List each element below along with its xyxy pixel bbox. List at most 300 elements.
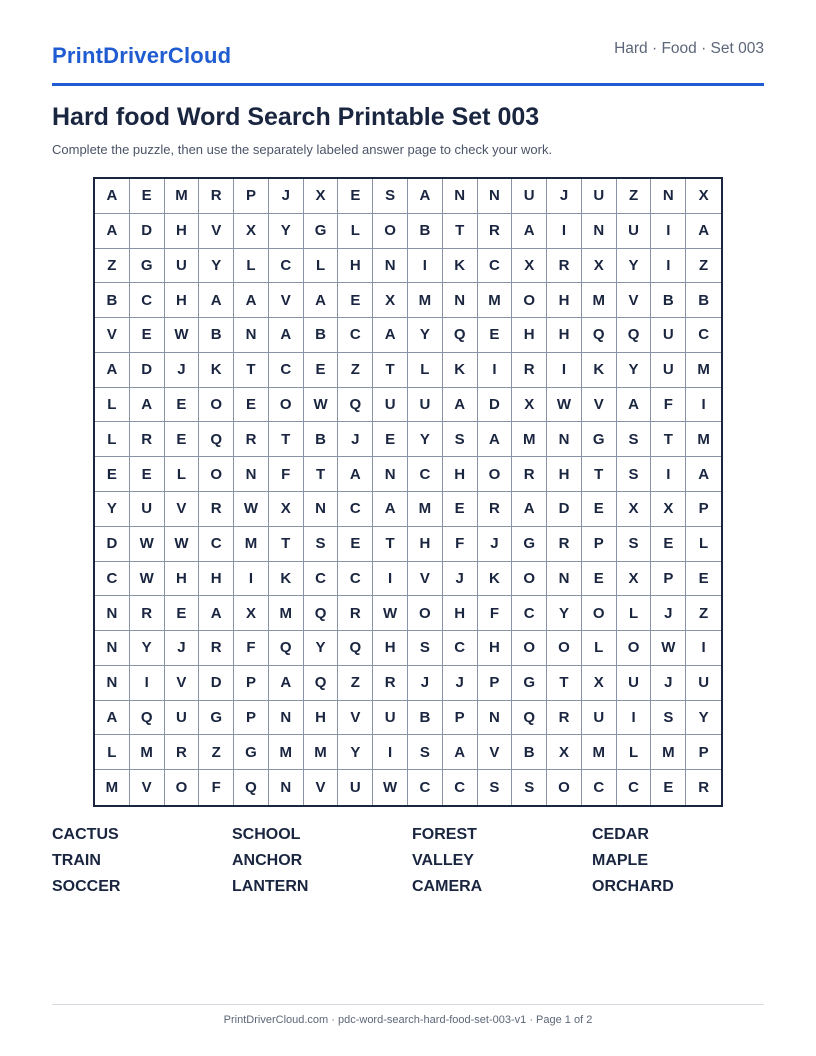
grid-cell: V xyxy=(582,388,617,423)
grid-cell: B xyxy=(408,214,443,249)
grid-cell: C xyxy=(269,353,304,388)
grid-cell: M xyxy=(304,735,339,770)
grid-cell: R xyxy=(478,214,513,249)
grid-cell: I xyxy=(686,631,721,666)
grid-cell: M xyxy=(408,492,443,527)
grid-cell: J xyxy=(165,631,200,666)
grid-cell: V xyxy=(95,318,130,353)
grid-cell: S xyxy=(408,631,443,666)
page-title: Hard food Word Search Printable Set 003 xyxy=(52,103,540,131)
grid-cell: C xyxy=(686,318,721,353)
grid-cell: Y xyxy=(408,318,443,353)
grid-cell: G xyxy=(304,214,339,249)
grid-cell: X xyxy=(686,179,721,214)
grid-cell: W xyxy=(373,770,408,805)
grid-cell: M xyxy=(95,770,130,805)
grid-cell: H xyxy=(199,562,234,597)
grid-cell: B xyxy=(95,283,130,318)
grid-cell: J xyxy=(547,179,582,214)
grid-cell: C xyxy=(269,249,304,284)
grid-cell: T xyxy=(547,666,582,701)
grid-cell: M xyxy=(651,735,686,770)
grid-cell: B xyxy=(512,735,547,770)
grid-cell: M xyxy=(582,283,617,318)
grid-cell: A xyxy=(617,388,652,423)
grid-cell: Y xyxy=(408,422,443,457)
grid-cell: U xyxy=(582,179,617,214)
grid-cell: T xyxy=(269,527,304,562)
grid-cell: L xyxy=(95,422,130,457)
grid-cell: W xyxy=(304,388,339,423)
grid-cell: H xyxy=(373,631,408,666)
grid-cell: Q xyxy=(234,770,269,805)
grid-cell: Q xyxy=(617,318,652,353)
grid-cell: X xyxy=(512,388,547,423)
grid-cell: O xyxy=(547,770,582,805)
grid-cell: S xyxy=(617,457,652,492)
grid-cell: Y xyxy=(547,596,582,631)
grid-cell: S xyxy=(443,422,478,457)
grid-cell: Y xyxy=(617,249,652,284)
grid-cell: C xyxy=(95,562,130,597)
grid-cell: N xyxy=(95,666,130,701)
grid-cell: E xyxy=(234,388,269,423)
grid-cell: C xyxy=(408,457,443,492)
grid-cell: M xyxy=(269,596,304,631)
grid-cell: I xyxy=(130,666,165,701)
grid-cell: I xyxy=(651,249,686,284)
grid-cell: U xyxy=(617,666,652,701)
grid-cell: A xyxy=(95,353,130,388)
grid-cell: N xyxy=(443,179,478,214)
grid-cell: C xyxy=(408,770,443,805)
grid-cell: O xyxy=(512,562,547,597)
grid-cell: L xyxy=(686,527,721,562)
grid-cell: U xyxy=(165,701,200,736)
grid-cell: R xyxy=(512,353,547,388)
grid-cell: P xyxy=(686,735,721,770)
word-list-item: CAMERA xyxy=(412,878,483,895)
breadcrumb: Hard · Food · Set 003 xyxy=(614,40,764,57)
grid-cell: W xyxy=(165,318,200,353)
grid-cell: O xyxy=(269,388,304,423)
brand-logo[interactable]: PrintDriverCloud xyxy=(52,43,232,68)
grid-cell: M xyxy=(269,735,304,770)
grid-cell: R xyxy=(547,527,582,562)
grid-cell: U xyxy=(165,249,200,284)
grid-cell: G xyxy=(512,527,547,562)
grid-cell: S xyxy=(651,701,686,736)
grid-cell: E xyxy=(582,562,617,597)
grid-cell: U xyxy=(617,214,652,249)
grid-cell: Z xyxy=(199,735,234,770)
grid-cell: I xyxy=(617,701,652,736)
word-list-item: CEDAR xyxy=(592,826,649,843)
grid-cell: L xyxy=(304,249,339,284)
grid-cell: V xyxy=(130,770,165,805)
grid-cell: E xyxy=(443,492,478,527)
grid-cell: N xyxy=(269,701,304,736)
grid-cell: Z xyxy=(617,179,652,214)
grid-cell: X xyxy=(234,596,269,631)
grid-cell: U xyxy=(651,353,686,388)
grid-cell: R xyxy=(130,596,165,631)
grid-cell: M xyxy=(686,422,721,457)
grid-cell: R xyxy=(199,631,234,666)
grid-cell: A xyxy=(234,283,269,318)
grid-cell: X xyxy=(651,492,686,527)
grid-cell: I xyxy=(547,214,582,249)
grid-cell: C xyxy=(478,249,513,284)
grid-cell: P xyxy=(234,666,269,701)
grid-cell: Q xyxy=(199,422,234,457)
grid-cell: U xyxy=(130,492,165,527)
grid-cell: N xyxy=(443,283,478,318)
grid-cell: H xyxy=(547,283,582,318)
grid-cell: X xyxy=(617,492,652,527)
grid-cell: P xyxy=(478,666,513,701)
grid-cell: J xyxy=(269,179,304,214)
grid-cell: O xyxy=(617,631,652,666)
grid-cell: S xyxy=(617,422,652,457)
grid-cell: M xyxy=(165,179,200,214)
grid-cell: J xyxy=(408,666,443,701)
grid-cell: W xyxy=(373,596,408,631)
grid-cell: U xyxy=(373,388,408,423)
grid-cell: J xyxy=(443,666,478,701)
grid-cell: V xyxy=(617,283,652,318)
grid-cell: H xyxy=(443,457,478,492)
grid-cell: C xyxy=(338,492,373,527)
grid-cell: X xyxy=(234,214,269,249)
grid-cell: E xyxy=(338,527,373,562)
grid-cell: E xyxy=(651,527,686,562)
grid-cell: Y xyxy=(199,249,234,284)
grid-cell: L xyxy=(617,596,652,631)
grid-cell: Q xyxy=(269,631,304,666)
grid-cell: U xyxy=(338,770,373,805)
grid-cell: N xyxy=(478,179,513,214)
grid-cell: Y xyxy=(130,631,165,666)
grid-cell: A xyxy=(408,179,443,214)
grid-cell: W xyxy=(651,631,686,666)
grid-cell: O xyxy=(512,631,547,666)
grid-cell: A xyxy=(373,318,408,353)
grid-cell: N xyxy=(95,596,130,631)
grid-cell: L xyxy=(165,457,200,492)
grid-cell: J xyxy=(443,562,478,597)
grid-cell: J xyxy=(651,666,686,701)
grid-cell: A xyxy=(443,735,478,770)
grid-cell: S xyxy=(512,770,547,805)
grid-cell: U xyxy=(651,318,686,353)
grid-cell: S xyxy=(304,527,339,562)
grid-cell: M xyxy=(478,283,513,318)
grid-cell: A xyxy=(512,214,547,249)
grid-cell: B xyxy=(304,422,339,457)
grid-cell: M xyxy=(686,353,721,388)
grid-cell: A xyxy=(269,666,304,701)
grid-cell: O xyxy=(199,388,234,423)
grid-cell: Z xyxy=(95,249,130,284)
grid-cell: A xyxy=(199,283,234,318)
grid-cell: E xyxy=(165,388,200,423)
word-list-item: ANCHOR xyxy=(232,852,303,869)
grid-cell: X xyxy=(617,562,652,597)
grid-cell: F xyxy=(269,457,304,492)
grid-cell: D xyxy=(130,353,165,388)
grid-cell: L xyxy=(582,631,617,666)
grid-cell: P xyxy=(651,562,686,597)
grid-cell: N xyxy=(304,492,339,527)
word-search-grid xyxy=(93,177,723,807)
grid-cell: W xyxy=(165,527,200,562)
grid-cell: L xyxy=(95,388,130,423)
grid-cell: N xyxy=(547,422,582,457)
grid-cell: V xyxy=(304,770,339,805)
grid-cell: Z xyxy=(338,666,373,701)
grid-cell: A xyxy=(686,214,721,249)
grid-cell: A xyxy=(338,457,373,492)
grid-cell: E xyxy=(130,179,165,214)
grid-cell: B xyxy=(304,318,339,353)
grid-cell: H xyxy=(165,214,200,249)
grid-cell: R xyxy=(698,779,710,797)
grid-cell: I xyxy=(686,388,721,423)
grid-cell: R xyxy=(199,492,234,527)
grid-cell: Y xyxy=(95,492,130,527)
grid-cell: R xyxy=(373,666,408,701)
grid-cell: I xyxy=(408,249,443,284)
word-list-item: SCHOOL xyxy=(232,826,301,843)
grid-cell: A xyxy=(269,318,304,353)
grid-cell: S xyxy=(478,770,513,805)
grid-cell: E xyxy=(165,596,200,631)
grid-cell: O xyxy=(512,283,547,318)
grid-cell: V xyxy=(478,735,513,770)
grid-cell: I xyxy=(234,562,269,597)
grid-cell: N xyxy=(234,457,269,492)
grid-cell: B xyxy=(199,318,234,353)
grid-cell: S xyxy=(617,527,652,562)
word-list-item: SOCCER xyxy=(52,878,121,895)
grid-cell: K xyxy=(199,353,234,388)
grid-cell: U xyxy=(373,701,408,736)
grid-cell: P xyxy=(582,527,617,562)
grid-cell: Y xyxy=(338,735,373,770)
grid-cell: Z xyxy=(338,353,373,388)
grid-cell: N xyxy=(95,631,130,666)
grid-cell: X xyxy=(373,283,408,318)
grid-cell: A xyxy=(478,422,513,457)
page-subtitle: Complete the puzzle, then use the separately labeled answer page to check your work. xyxy=(52,142,553,157)
grid-cell: D xyxy=(478,388,513,423)
word-list-item: LANTERN xyxy=(232,878,309,895)
grid-cell: J xyxy=(478,527,513,562)
grid-cell: V xyxy=(408,562,443,597)
grid-cell: V xyxy=(338,701,373,736)
grid-cell: J xyxy=(651,596,686,631)
grid-cell: C xyxy=(338,318,373,353)
grid-cell: N xyxy=(547,562,582,597)
grid-cell: O xyxy=(199,457,234,492)
grid-cell: A xyxy=(130,388,165,423)
grid-cell: K xyxy=(443,249,478,284)
grid-cell: T xyxy=(443,214,478,249)
grid-cell: K xyxy=(582,353,617,388)
grid-cell: M xyxy=(234,527,269,562)
grid-cell: E xyxy=(130,457,165,492)
grid-cell: C xyxy=(443,770,478,805)
grid-cell: T xyxy=(373,353,408,388)
grid-cell: O xyxy=(547,631,582,666)
grid-cell: P xyxy=(443,701,478,736)
page-footer: PrintDriverCloud.com · pdc-word-search-hard-food-set-003-v1 · Page 1 of 2 xyxy=(223,1014,593,1026)
grid-cell: H xyxy=(443,596,478,631)
grid-cell: T xyxy=(651,422,686,457)
grid-cell: Y xyxy=(269,214,304,249)
grid-cell: E xyxy=(130,318,165,353)
grid-cell: M xyxy=(512,422,547,457)
grid-cell: Q xyxy=(443,318,478,353)
grid-cell: I xyxy=(478,353,513,388)
grid-cell: L xyxy=(408,353,443,388)
grid-cell: G xyxy=(234,735,269,770)
grid-cell: V xyxy=(269,283,304,318)
grid-cell: X xyxy=(582,249,617,284)
grid-cell: K xyxy=(443,353,478,388)
grid-cell: C xyxy=(199,527,234,562)
grid-cell: E xyxy=(478,318,513,353)
grid-cell: I xyxy=(651,214,686,249)
word-list xyxy=(52,825,764,903)
word-list-item: TRAIN xyxy=(52,852,101,869)
grid-cell: W xyxy=(547,388,582,423)
grid-cell: P xyxy=(686,492,721,527)
grid-cell: U xyxy=(512,179,547,214)
grid-cell: Y xyxy=(304,631,339,666)
grid-cell: I xyxy=(547,353,582,388)
grid-cell: I xyxy=(373,735,408,770)
grid-cell: B xyxy=(686,283,721,318)
grid-cell: L xyxy=(95,735,130,770)
grid-cell: H xyxy=(478,631,513,666)
grid-cell: H xyxy=(547,457,582,492)
grid-cell: A xyxy=(199,596,234,631)
grid-cell: O xyxy=(582,596,617,631)
grid-cell: U xyxy=(408,388,443,423)
grid-cell: G xyxy=(512,666,547,701)
grid-cell: L xyxy=(617,735,652,770)
grid-cell: F xyxy=(199,770,234,805)
grid-cell: H xyxy=(512,318,547,353)
grid-cell: X xyxy=(582,666,617,701)
grid-cell: H xyxy=(338,249,373,284)
grid-cell: Z xyxy=(686,249,721,284)
grid-cell: Z xyxy=(686,596,721,631)
grid-cell: W xyxy=(234,492,269,527)
grid-cell: V xyxy=(199,214,234,249)
grid-cell: R xyxy=(130,422,165,457)
grid-cell: X xyxy=(512,249,547,284)
grid-cell: X xyxy=(269,492,304,527)
grid-cell: R xyxy=(338,596,373,631)
grid-cell: U xyxy=(686,666,721,701)
grid-cell: Q xyxy=(338,631,373,666)
word-list-item: FOREST xyxy=(412,826,477,843)
grid-cell: H xyxy=(304,701,339,736)
grid-cell: R xyxy=(234,422,269,457)
grid-cell: H xyxy=(165,283,200,318)
grid-cell: R xyxy=(165,735,200,770)
grid-cell: C xyxy=(617,770,652,805)
grid-cell: E xyxy=(373,422,408,457)
header-divider xyxy=(52,83,764,86)
grid-cell: T xyxy=(234,353,269,388)
grid-cell: A xyxy=(95,214,130,249)
grid-cell: I xyxy=(373,562,408,597)
grid-cell: E xyxy=(582,492,617,527)
grid-cell: P xyxy=(234,701,269,736)
word-list-item: ORCHARD xyxy=(592,878,674,895)
grid-cell: A xyxy=(686,457,721,492)
grid-cell: U xyxy=(582,701,617,736)
grid-cell: D xyxy=(95,527,130,562)
grid-cell: H xyxy=(547,318,582,353)
grid-cell: Q xyxy=(338,388,373,423)
grid-cell: C xyxy=(582,770,617,805)
grid-cell: M xyxy=(408,283,443,318)
grid-cell: D xyxy=(199,666,234,701)
grid-cell: E xyxy=(651,770,686,805)
grid-cell: A xyxy=(95,701,130,736)
grid-cell: E xyxy=(686,562,721,597)
grid-cell: Q xyxy=(304,596,339,631)
grid-cell: A xyxy=(95,179,130,214)
grid-cell: T xyxy=(304,457,339,492)
grid-cell: X xyxy=(304,179,339,214)
grid-cell: N xyxy=(269,770,304,805)
grid-cell: B xyxy=(651,283,686,318)
grid-cell: E xyxy=(165,422,200,457)
grid-cell: C xyxy=(338,562,373,597)
grid-cell: Q xyxy=(304,666,339,701)
grid-cell: C xyxy=(304,562,339,597)
grid-cell: R xyxy=(199,179,234,214)
grid-cell: Q xyxy=(130,701,165,736)
grid-cell: X xyxy=(547,735,582,770)
grid-cell: E xyxy=(304,353,339,388)
grid-cell: K xyxy=(478,562,513,597)
grid-cell: F xyxy=(478,596,513,631)
grid-cell: W xyxy=(130,527,165,562)
grid-cell: R xyxy=(512,457,547,492)
grid-cell: O xyxy=(165,770,200,805)
grid-cell: C xyxy=(512,596,547,631)
grid-cell: S xyxy=(373,179,408,214)
grid-cell: F xyxy=(234,631,269,666)
grid-cell: V xyxy=(165,666,200,701)
grid-cell: A xyxy=(373,492,408,527)
grid-cell: D xyxy=(547,492,582,527)
grid-cell: N xyxy=(373,249,408,284)
grid-cell: E xyxy=(95,457,130,492)
grid-cell: B xyxy=(408,701,443,736)
grid-cell: M xyxy=(582,735,617,770)
grid-cell: M xyxy=(130,735,165,770)
grid-cell: Q xyxy=(512,701,547,736)
grid-cell: A xyxy=(512,492,547,527)
